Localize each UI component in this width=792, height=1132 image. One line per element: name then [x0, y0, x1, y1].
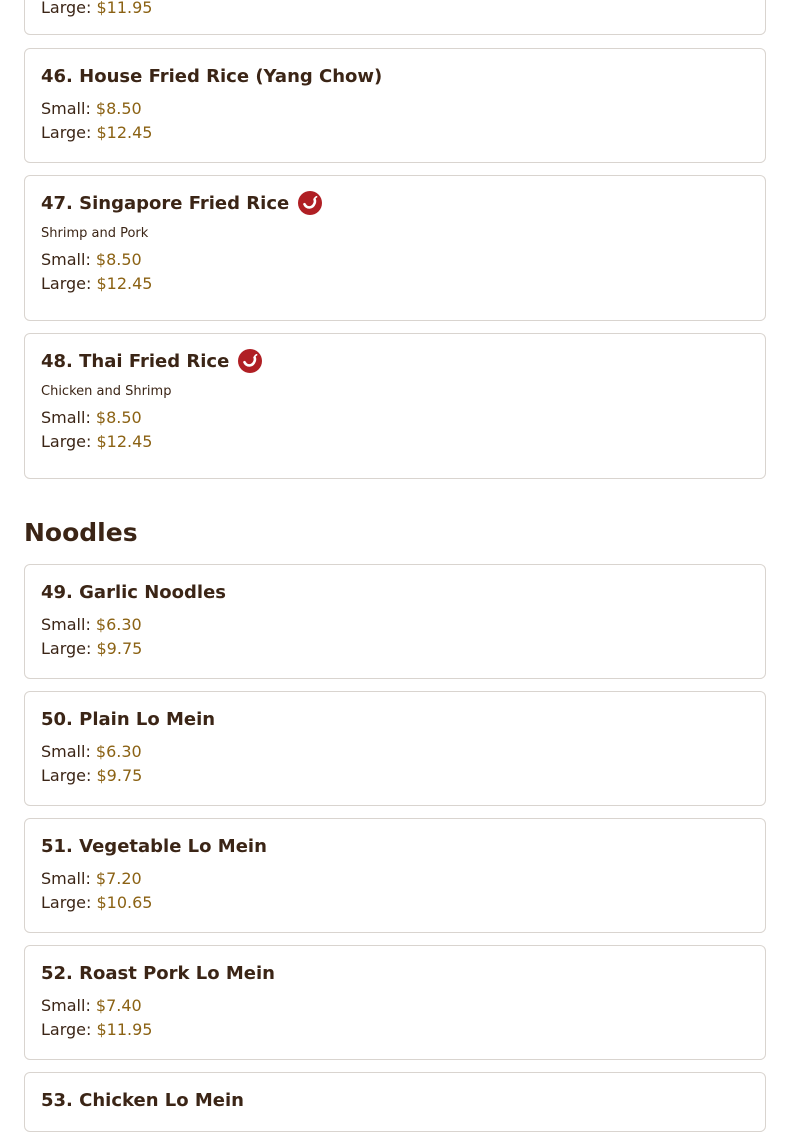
small-label: Small:: [41, 615, 91, 634]
large-label: Large:: [41, 432, 92, 451]
large-price: $12.45: [96, 274, 153, 293]
large-label: Large:: [41, 0, 92, 17]
small-label: Small:: [41, 742, 91, 761]
small-price: $8.50: [95, 250, 142, 269]
large-label: Large:: [41, 639, 92, 658]
large-label: Large:: [41, 766, 92, 785]
menu-item-card-47[interactable]: [24, 175, 766, 321]
small-price-line: [41, 406, 749, 430]
small-label: Small:: [41, 869, 91, 888]
small-price: $8.50: [95, 99, 142, 118]
large-price: $9.75: [96, 766, 143, 785]
small-label: Small:: [41, 250, 91, 269]
small-price-line: [41, 867, 749, 891]
item-title: 47. Singapore Fried Rice: [41, 192, 290, 214]
large-price-line: [41, 121, 749, 145]
item-title-row: [41, 833, 749, 859]
large-label: Large:: [41, 123, 92, 142]
menu-item-card-51[interactable]: [24, 818, 766, 933]
item-title-row: [41, 190, 749, 216]
small-price-line: [41, 248, 749, 272]
small-price: $8.50: [95, 408, 142, 427]
item-title-row: [41, 1087, 749, 1113]
small-label: Small:: [41, 996, 91, 1015]
large-label: Large:: [41, 893, 92, 912]
item-title: 53. Chicken Lo Mein: [41, 1089, 245, 1111]
item-title: 46. House Fried Rice (Yang Chow): [41, 65, 383, 87]
item-description: Chicken and Shrimp: [41, 384, 172, 399]
large-price: $9.75: [96, 639, 143, 658]
large-price-line: [41, 637, 749, 661]
menu-item-card-52[interactable]: [24, 945, 766, 1060]
menu-item-card-46[interactable]: [24, 48, 766, 163]
large-price: $12.45: [96, 123, 153, 142]
small-price: $7.40: [95, 996, 142, 1015]
small-label: Small:: [41, 99, 91, 118]
item-title-row: [41, 63, 749, 89]
large-price-line: [41, 764, 749, 788]
menu-item-card-45[interactable]: [24, 0, 766, 35]
item-title-row: [41, 706, 749, 732]
large-label: Large:: [41, 274, 92, 293]
small-price: $6.30: [95, 742, 142, 761]
menu-item-card-50[interactable]: [24, 691, 766, 806]
large-price: $11.95: [96, 0, 153, 17]
item-title-row: [41, 348, 749, 374]
large-price-line: [41, 272, 749, 296]
item-description: Shrimp and Pork: [41, 226, 149, 241]
small-price-line: [41, 740, 749, 764]
large-price-line: [41, 0, 152, 20]
small-price-line: [41, 994, 749, 1018]
item-title: 48. Thai Fried Rice: [41, 350, 230, 372]
item-title-row: [41, 960, 749, 986]
menu-item-card-53[interactable]: [24, 1072, 766, 1132]
item-title: 49. Garlic Noodles: [41, 581, 227, 603]
menu-item-card-49[interactable]: [24, 564, 766, 679]
small-price: $7.20: [95, 869, 142, 888]
small-price: $6.30: [95, 615, 142, 634]
large-price-line: [41, 1018, 749, 1042]
small-price-line: [41, 613, 749, 637]
item-title: 51. Vegetable Lo Mein: [41, 835, 267, 857]
chili-pepper-icon: [238, 349, 262, 373]
large-price: $11.95: [96, 1020, 153, 1039]
item-title: 52. Roast Pork Lo Mein: [41, 962, 275, 984]
section-heading-noodles: Noodles: [24, 518, 138, 547]
large-label: Large:: [41, 1020, 92, 1039]
item-title: 50. Plain Lo Mein: [41, 708, 216, 730]
small-price-line: [41, 97, 749, 121]
large-price-line: [41, 891, 749, 915]
large-price-line: [41, 430, 749, 454]
chili-pepper-icon: [298, 191, 322, 215]
small-label: Small:: [41, 408, 91, 427]
large-price: $10.65: [96, 893, 153, 912]
menu-item-card-48[interactable]: [24, 333, 766, 479]
large-price: $12.45: [96, 432, 153, 451]
item-title-row: [41, 579, 749, 605]
